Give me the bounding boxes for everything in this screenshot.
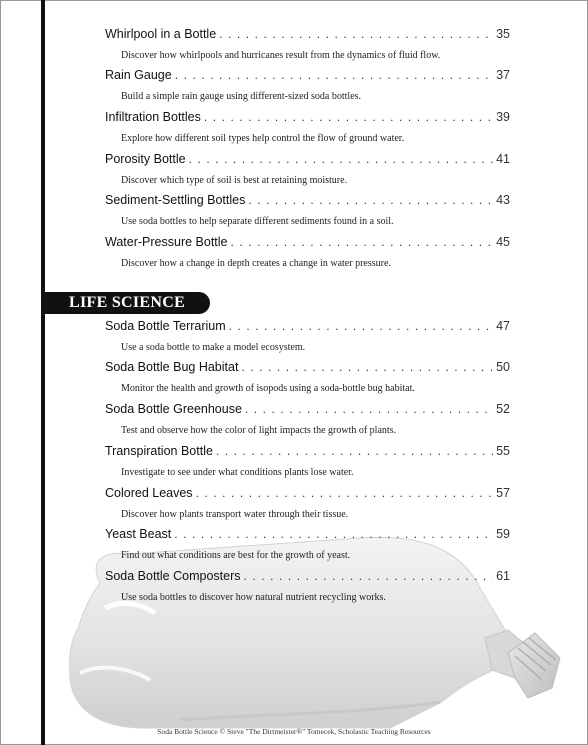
entry-title: Yeast Beast bbox=[105, 527, 172, 541]
dot-leader bbox=[229, 319, 493, 333]
toc-entry[interactable] bbox=[105, 527, 510, 561]
dot-leader bbox=[174, 527, 493, 541]
entry-description: Find out what conditions are best for the growth of yeast. bbox=[121, 550, 351, 561]
entry-page-number: 41 bbox=[496, 152, 510, 166]
entry-page-number: 55 bbox=[496, 444, 510, 458]
dot-leader bbox=[204, 110, 493, 124]
dot-leader bbox=[196, 486, 494, 500]
toc-entry[interactable] bbox=[105, 569, 510, 603]
entry-page-number: 52 bbox=[496, 402, 510, 416]
toc-entry[interactable] bbox=[105, 193, 510, 227]
entry-description: Discover how plants transport water through their tissue. bbox=[121, 509, 349, 520]
entry-page-number: 35 bbox=[496, 27, 510, 41]
dot-leader bbox=[244, 569, 494, 583]
toc-entry[interactable] bbox=[105, 360, 510, 394]
toc-entry[interactable] bbox=[105, 152, 510, 186]
entry-page-number: 47 bbox=[496, 319, 510, 333]
entry-title: Rain Gauge bbox=[105, 68, 172, 82]
toc-entry[interactable] bbox=[105, 27, 510, 61]
entry-description: Discover which type of soil is best at retaining moisture. bbox=[121, 175, 348, 186]
entry-title: Soda Bottle Terrarium bbox=[105, 319, 226, 333]
entry-page-number: 39 bbox=[496, 110, 510, 124]
entry-description: Use a soda bottle to make a model ecosystem. bbox=[121, 342, 306, 353]
toc-entry[interactable] bbox=[105, 235, 510, 269]
toc-entry[interactable] bbox=[105, 319, 510, 353]
entry-title: Soda Bottle Bug Habitat bbox=[105, 360, 239, 374]
entry-description: Build a simple rain gauge using different-sized soda bottles. bbox=[121, 91, 362, 102]
entry-title: Whirlpool in a Bottle bbox=[105, 27, 217, 41]
dot-leader bbox=[189, 152, 494, 166]
entry-description: Discover how a change in depth creates a change in water pressure. bbox=[121, 258, 391, 269]
entry-description: Use soda bottles to discover how natural nutrient recycling works. bbox=[121, 592, 386, 603]
entry-page-number: 37 bbox=[496, 68, 510, 82]
toc-entry[interactable] bbox=[105, 110, 510, 144]
dot-leader bbox=[216, 444, 493, 458]
entry-title: Transpiration Bottle bbox=[105, 444, 213, 458]
entry-description: Use soda bottles to help separate different sediments found in a soil. bbox=[121, 216, 394, 227]
entry-description: Explore how different soil types help control the flow of ground water. bbox=[121, 133, 405, 144]
entry-description: Investigate to see under what conditions plants lose water. bbox=[121, 467, 354, 478]
entry-description: Monitor the health and growth of isopods using a soda-bottle bug habitat. bbox=[121, 383, 415, 394]
entry-title: Water-Pressure Bottle bbox=[105, 235, 228, 249]
page-footer: Soda Bottle Science © Steve "The Dirtmeister®" Tomecek, Scholastic Teaching Resources bbox=[157, 727, 431, 736]
entry-page-number: 45 bbox=[496, 235, 510, 249]
entry-page-number: 57 bbox=[496, 486, 510, 500]
toc-entry[interactable] bbox=[105, 486, 510, 520]
dot-leader bbox=[241, 360, 493, 374]
dot-leader bbox=[245, 402, 493, 416]
dot-leader bbox=[219, 27, 493, 41]
entry-title: Soda Bottle Composters bbox=[105, 569, 241, 583]
entry-description: Discover how whirlpools and hurricanes result from the dynamics of fluid flow. bbox=[121, 50, 441, 61]
entry-title: Sediment-Settling Bottles bbox=[105, 193, 246, 207]
entry-page-number: 59 bbox=[496, 527, 510, 541]
entry-page-number: 50 bbox=[496, 360, 510, 374]
toc-entry[interactable] bbox=[105, 402, 510, 436]
dot-leader bbox=[248, 193, 493, 207]
section-heading-life-science: LIFE SCIENCE bbox=[45, 292, 210, 314]
toc-entry[interactable] bbox=[105, 444, 510, 478]
entry-title: Soda Bottle Greenhouse bbox=[105, 402, 242, 416]
dot-leader bbox=[175, 68, 493, 82]
dot-leader bbox=[231, 235, 494, 249]
entry-description: Test and observe how the color of light impacts the growth of plants. bbox=[121, 425, 397, 436]
entry-page-number: 61 bbox=[496, 569, 510, 583]
toc-entry[interactable] bbox=[105, 68, 510, 102]
entry-title: Infiltration Bottles bbox=[105, 110, 201, 124]
entry-title: Porosity Bottle bbox=[105, 152, 186, 166]
entry-title: Colored Leaves bbox=[105, 486, 193, 500]
entry-page-number: 43 bbox=[496, 193, 510, 207]
